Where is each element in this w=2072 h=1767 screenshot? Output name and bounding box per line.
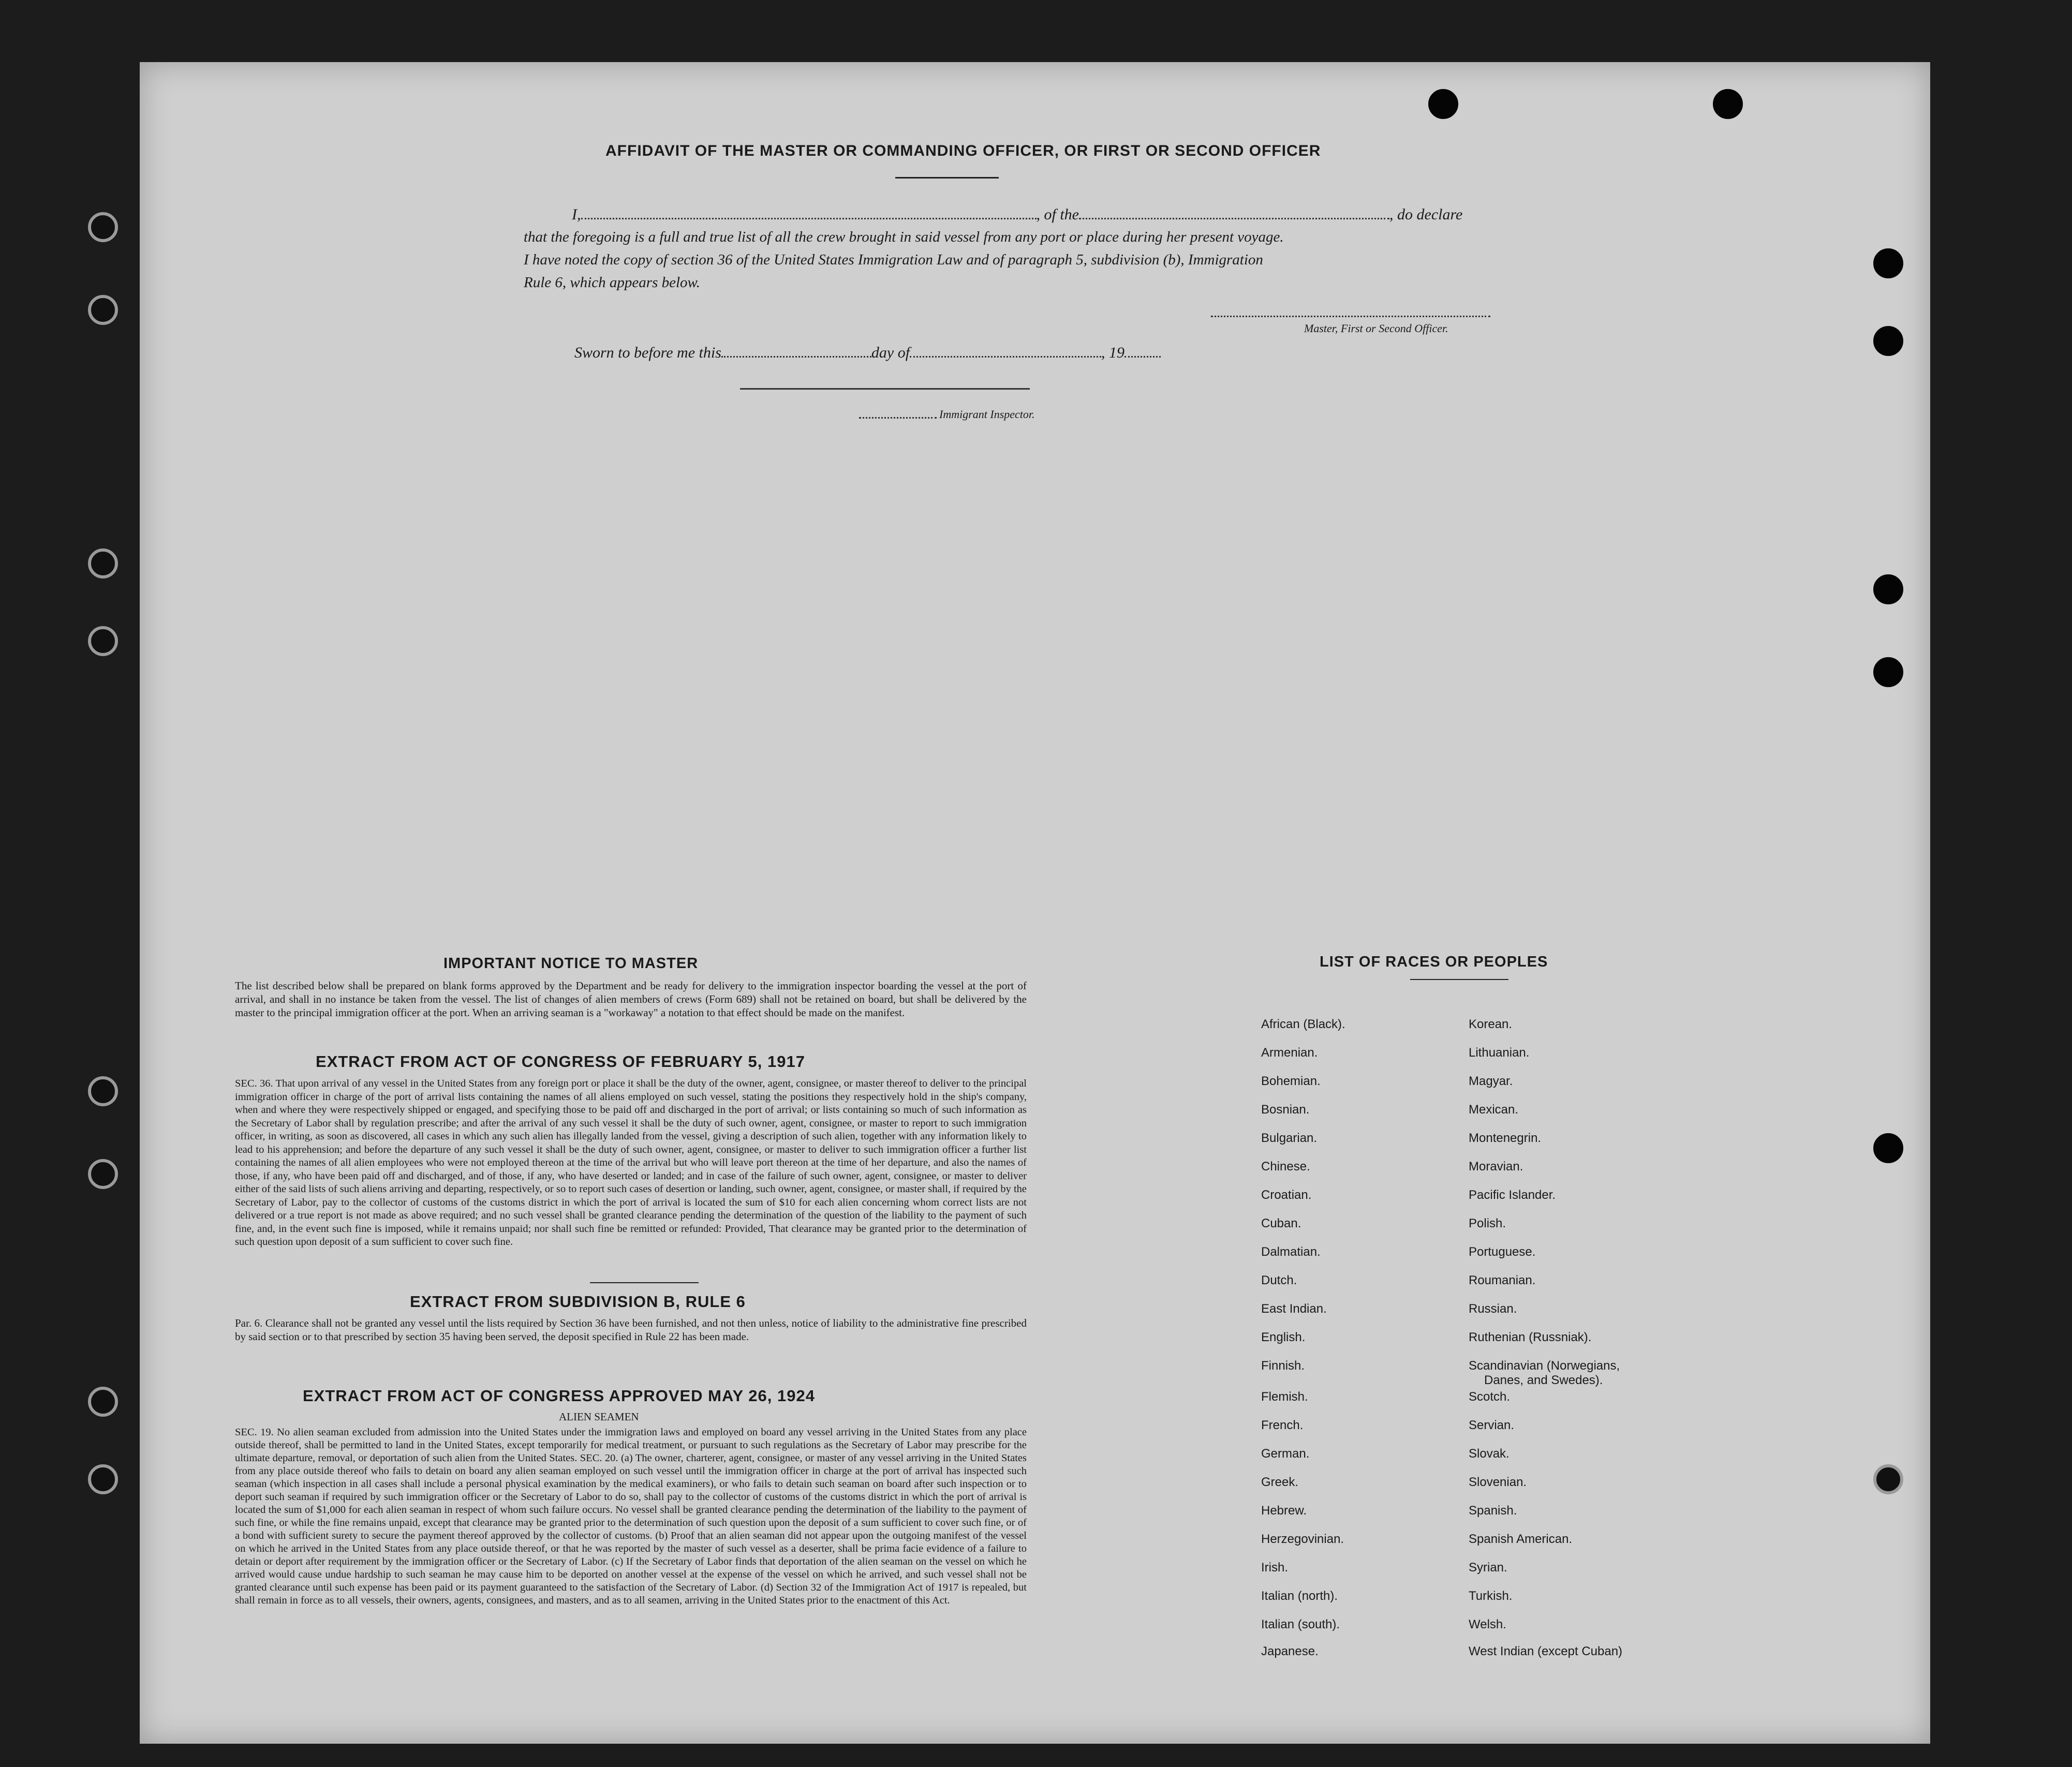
sworn-year-label: , 19 (1101, 344, 1125, 361)
races-title: LIST OF RACES OR PEOPLES (1320, 954, 1548, 970)
punch-hole-left-4 (88, 626, 118, 656)
punch-hole-right-2 (1873, 326, 1903, 356)
races-title-rule (1410, 979, 1508, 980)
race-item: English. (1261, 1330, 1306, 1344)
sworn-date-blank[interactable] (721, 356, 871, 358)
sworn-line (574, 344, 1161, 362)
race-item: Armenian. (1261, 1046, 1318, 1060)
affidavit-declare-label: , do declare (1389, 206, 1463, 223)
race-item: Croatian. (1261, 1188, 1312, 1202)
race-item: Finnish. (1261, 1359, 1305, 1373)
punch-hole-top-2 (1713, 89, 1743, 119)
punch-hole-left-3 (88, 548, 118, 578)
punch-hole-left-5 (88, 1076, 118, 1106)
extract-1924-subtitle: ALIEN SEAMEN (559, 1410, 639, 1423)
race-item: French. (1261, 1418, 1304, 1432)
affidavit-line-1 (572, 206, 1462, 224)
race-item: Bohemian. (1261, 1074, 1321, 1088)
notice-title: IMPORTANT NOTICE TO MASTER (443, 955, 699, 972)
document-page (140, 62, 1930, 1744)
race-item: Dutch. (1261, 1273, 1297, 1287)
race-item: Italian (north). (1261, 1589, 1338, 1603)
sworn-year-blank[interactable] (1124, 356, 1161, 358)
race-item: Moravian. (1469, 1160, 1523, 1174)
race-item: Syrian. (1469, 1561, 1507, 1575)
race-item: Spanish. (1469, 1504, 1517, 1518)
rule6-text: Par. 6. Clearance shall not be granted any vessel until the lists required by Section 36 have been furnished, and not then unless, notice of liability to the administrative fine prescribed by said section or to that prescribed by section 35 having been served, the deposit specified in Rule 22 has been made. (235, 1317, 1027, 1343)
punch-hole-right-1 (1873, 248, 1903, 278)
race-item: Spanish American. (1469, 1532, 1573, 1546)
race-item: Herzegovinian. (1261, 1532, 1344, 1546)
affidavit-line-2: that the foregoing is a full and true list of all the crew brought in said vessel from any port or place during her present voyage. (524, 229, 1284, 245)
race-item: Magyar. (1469, 1074, 1513, 1088)
rule6-title: EXTRACT FROM SUBDIVISION B, RULE 6 (410, 1293, 746, 1311)
race-item: Russian. (1469, 1302, 1517, 1316)
race-item: West Indian (except Cuban) (1469, 1644, 1623, 1658)
race-item: Montenegrin. (1469, 1131, 1542, 1145)
race-item: Chinese. (1261, 1160, 1310, 1174)
race-item: Mexican. (1469, 1103, 1519, 1117)
race-item: Servian. (1469, 1418, 1515, 1432)
race-item: Scandinavian (Norwegians, (1469, 1359, 1620, 1373)
sworn-month-blank[interactable] (910, 356, 1101, 358)
affidavit-title: AFFIDAVIT OF THE MASTER OR COMMANDING OFFICER, OR FIRST OR SECOND OFFICER (605, 142, 1321, 159)
punch-hole-top-1 (1428, 89, 1458, 119)
punch-hole-left-7 (88, 1387, 118, 1417)
race-item: Welsh. (1469, 1617, 1506, 1631)
affidavit-i-label: I, (572, 206, 581, 223)
punch-hole-left-1 (88, 212, 118, 242)
race-item: Italian (south). (1261, 1617, 1340, 1631)
punch-hole-right-3 (1873, 574, 1903, 604)
inspector-dotted-line[interactable] (859, 417, 937, 419)
race-item: Scotch. (1469, 1390, 1511, 1404)
race-item: African (Black). (1261, 1017, 1345, 1031)
section-divider-1 (590, 1282, 699, 1283)
master-signature-label: Master, First or Second Officer. (1304, 322, 1448, 335)
race-item: Lithuanian. (1469, 1046, 1530, 1060)
race-item: Bosnian. (1261, 1103, 1310, 1117)
race-item: Slovenian. (1469, 1475, 1527, 1489)
race-item: Ruthenian (Russniak). (1469, 1330, 1592, 1344)
race-item: Portuguese. (1469, 1245, 1536, 1259)
notice-text: The list described below shall be prepared on blank forms approved by the Department and be ready for delivery to the immigration inspector boarding the vessel at the port of arrival, and shall in no instance be taken from the vessel. The list of changes of alien members of crews (Form 689) shall not be retained on board, but shall be delivered by the master to the principal immigration officer at the port. When an arriving seaman is a "workaway" a notation to that effect should be made on the manifest. (235, 979, 1027, 1019)
extract-1924-text: SEC. 19. No alien seaman excluded from admission into the United States under the immigration laws and employed on board any vessel arriving in the United States from any place outside thereof, shall be permitted to land in the United States, except temporarily for medical treatment, or pursuant to such regulations as the Secretary of Labor may prescribe for the ultimate departure, removal, or deportation of such alien from the United States. SEC. 20. (a) The owner, charterer, agent, consignee, or master of any vessel arriving in the United States from any place outside thereof who fails to detain on board any alien seaman employed on such vessel until the immigration officer in charge at the port of arrival has inspected such seaman (which inspection in all cases shall include a personal physical examination by the medical examiners), or who fails to detain such seaman on board after such inspection or to deport such seaman if required by such immigration officer or the Secretary of Labor to do so, shall pay to the collector of customs of the customs district in which the port of arrival is located the sum of $1,000 for each alien seaman in respect of whom such failure occurs. No vessel shall be granted clearance pending the determination of the liability to the payment of such fine, or while the fine remains unpaid, except that clearance may be granted prior to the determination of such question upon the deposit of a sum sufficient to cover such fine, or of a bond with sufficient surety to secure the payment thereof approved by the collector of customs. (b) Proof that an alien seaman did not appear upon the outgoing manifest of the vessel on which he arrived in the United States from any place outside thereof, or that he was reported by the master of such vessel as a deserter, shall be prima facie evidence of a failure to detain or deport after requirement by the immigration officer or the Secretary of Labor. (c) If the Secretary of Labor finds that deportation of the alien seaman on the vessel on which he arrived would cause undue hardship to such seaman he may cause him to be deported on another vessel at the expense of the vessel on which he arrived, and such vessel shall not be granted clearance until such expense has been paid or its payment guaranteed to the satisfaction of the Secretary of Labor. (d) Section 32 of the Immigration Act of 1917 is repealed, but shall remain in force as to all vessels, their owners, agents, consignees, and masters, and as to all seamen, arriving in the United States prior to the enactment of this Act. (235, 1427, 1027, 1606)
punch-hole-right-5 (1873, 1133, 1903, 1163)
punch-hole-right-6 (1873, 1464, 1903, 1494)
race-item: Polish. (1469, 1216, 1506, 1230)
sworn-prefix: Sworn to before me this (574, 344, 721, 361)
extract-1917-text: SEC. 36. That upon arrival of any vessel in the United States from any foreign port or place it shall be the duty of the owner, agent, consignee, or master thereof to deliver to the principal immigration officer in charge of the port of arrival lists containing the names of all aliens employed on such vessel, stating the positions they respectively hold in the ship's company, when and where they were respectively shipped or engaged, and specifying those to be paid off and discharged in the port of arrival; or lists containing so much of such information as the Secretary of Labor shall by regulation prescribe; and after the arrival of any such vessel it shall be the duty of such owner, agent, consignee, or master to report to such immigration officer, in writing, as soon as discovered, all cases in which any such alien has illegally landed from the vessel, giving a description of such alien, together with any information likely to lead to his apprehension; and before the departure of any such vessel it shall be the duty of such owner, agent, consignee, or master to deliver to such immigration officer a further list containing the names of all alien employees who were not employed thereon at the time of the arrival but who will leave port thereon at the time of her departure, and also the names of those, if any, who have been paid off and discharged, and of those, if any, who have deserted or landed; and in case of the failure of such owner, agent, consignee, or master to deliver either of the said lists of such aliens arriving and departing, respectively, or so to report such cases of desertion or landing, such owner, agent, consignee, or master shall, if required by the Secretary of Labor, pay to the collector of customs of the customs district in which the port of arrival is located the sum of $10 for each alien concerning whom correct lists are not delivered or a true report is not made as above required; and no such vessel shall be granted clearance pending the determination of the question of the liability to the payment of such fine, and, in the event such fine is imposed, while it remains unpaid; nor shall such fine be remitted or refunded: Provided, That clearance may be granted prior to the determination of such question upon deposit of a sum sufficient to cover such fine. (235, 1078, 1027, 1248)
master-signature-line[interactable] (1211, 316, 1490, 317)
race-item: Roumanian. (1469, 1273, 1536, 1287)
race-item: German. (1261, 1447, 1310, 1461)
punch-hole-left-6 (88, 1159, 118, 1189)
punch-hole-left-8 (88, 1464, 118, 1494)
race-item: Dalmatian. (1261, 1245, 1321, 1259)
name-blank[interactable] (581, 218, 1037, 219)
race-item: Cuban. (1261, 1216, 1301, 1230)
punch-hole-left-2 (88, 295, 118, 325)
race-item: Bulgarian. (1261, 1131, 1318, 1145)
extract-1924-title: EXTRACT FROM ACT OF CONGRESS APPROVED MAY 26, 1924 (303, 1387, 815, 1405)
affidavit-title-rule (895, 177, 999, 179)
inspector-label: Immigrant Inspector. (939, 408, 1035, 421)
race-item: Hebrew. (1261, 1504, 1307, 1518)
race-item: Danes, and Swedes). (1484, 1373, 1603, 1387)
race-item: Irish. (1261, 1561, 1289, 1575)
race-item: Slovak. (1469, 1447, 1509, 1461)
vessel-blank[interactable] (1079, 218, 1389, 219)
race-item: Japanese. (1261, 1644, 1319, 1658)
race-item: Greek. (1261, 1475, 1299, 1489)
affidavit-of-the-label: , of the (1036, 206, 1079, 223)
affidavit-line-4: Rule 6, which appears below. (524, 274, 700, 291)
affidavit-line-3: I have noted the copy of section 36 of the United States Immigration Law and of paragraph 5, subdivision (b), Immigration (524, 251, 1263, 268)
race-item: Flemish. (1261, 1390, 1308, 1404)
extract-1917-title: EXTRACT FROM ACT OF CONGRESS OF FEBRUARY 5, 1917 (316, 1052, 805, 1071)
race-item: Korean. (1469, 1017, 1513, 1031)
punch-hole-right-4 (1873, 657, 1903, 687)
inspector-top-line (740, 388, 1030, 390)
race-item: East Indian. (1261, 1302, 1327, 1316)
race-item: Pacific Islander. (1469, 1188, 1556, 1202)
race-item: Turkish. (1469, 1589, 1513, 1603)
sworn-day-of-label: day of (871, 344, 910, 361)
